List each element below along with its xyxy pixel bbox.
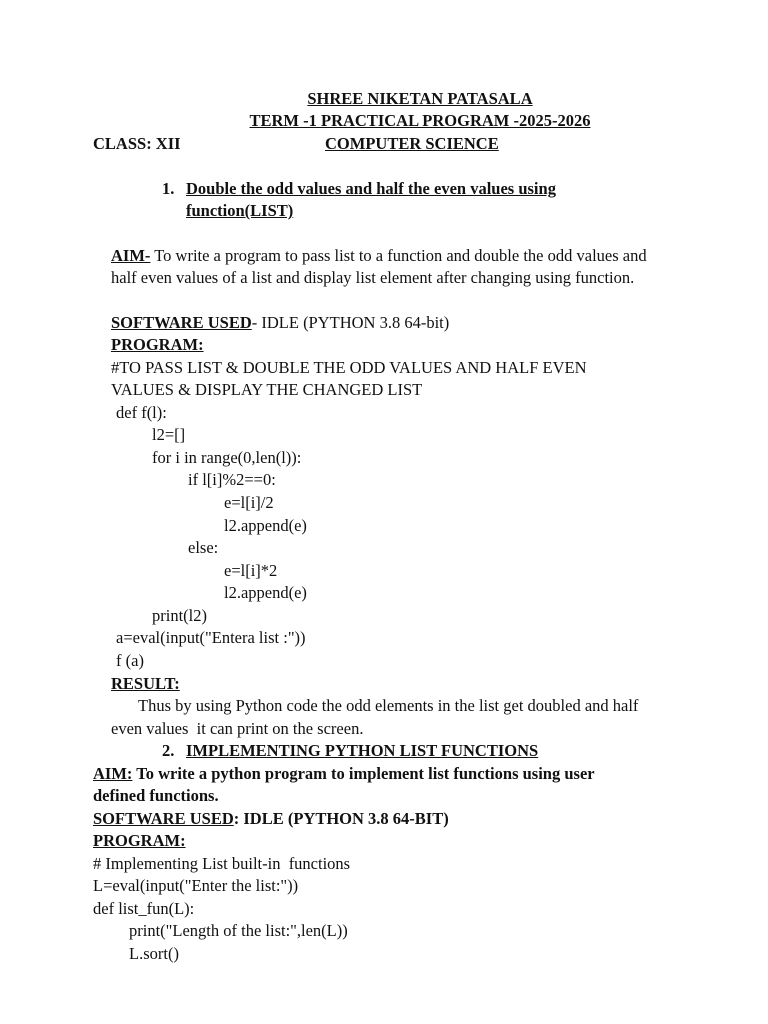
code-line: VALUES & DISPLAY THE CHANGED LIST (111, 380, 423, 399)
school-name: SHREE NIKETAN PATASALA (307, 89, 533, 108)
code-line: l2.append(e) (224, 516, 307, 535)
program2-program-label: PROGRAM: (93, 831, 186, 850)
program1-result-line2: even values it can print on the screen. (111, 719, 364, 738)
code-line: L.sort() (129, 944, 179, 963)
code-line: a=eval(input("Entera list :")) (116, 628, 306, 647)
program2-aim (93, 763, 595, 785)
program1-aim-label: AIM- (111, 246, 151, 265)
program1-aim-line2: half even values of a list and display list element after changing using function. (111, 268, 635, 287)
class-label: CLASS: XII (93, 134, 181, 153)
code-line: e=l[i]/2 (224, 493, 274, 512)
program2-title: IMPLEMENTING PYTHON LIST FUNCTIONS (186, 741, 539, 760)
program2-aim-label: AIM: (93, 764, 133, 783)
program1-result-label: RESULT: (111, 674, 180, 693)
code-line: #TO PASS LIST & DOUBLE THE ODD VALUES AND HALF EVEN (111, 358, 587, 377)
program1-software (111, 312, 449, 334)
code-line: print("Length of the list:",len(L)) (129, 921, 348, 940)
program2-software-value: : IDLE (PYTHON 3.8 64-BIT) (233, 809, 449, 828)
term-title: TERM -1 PRACTICAL PROGRAM -2025-2026 (249, 111, 591, 130)
code-line: e=l[i]*2 (224, 561, 278, 580)
code-line: def f(l): (116, 403, 167, 422)
program2-number: 2. (162, 741, 175, 760)
program1-software-label: SOFTWARE USED (111, 313, 252, 332)
code-line: l2=[] (152, 425, 186, 444)
code-line: # Implementing List built-in functions (93, 854, 351, 873)
program2-aim-text: To write a python program to implement list functions using user (132, 764, 595, 783)
code-line: def list_fun(L): (93, 899, 195, 918)
program1-number: 1. (162, 179, 175, 198)
code-line: f (a) (116, 651, 144, 670)
program1-title-line2: function(LIST) (186, 201, 294, 220)
code-line: else: (188, 538, 219, 557)
program1-program-label: PROGRAM: (111, 335, 204, 354)
program2-software (93, 808, 449, 830)
code-line: L=eval(input("Enter the list:")) (93, 876, 299, 895)
code-line: if l[i]%2==0: (188, 470, 276, 489)
code-line: print(l2) (152, 606, 207, 625)
program1-result-line1: Thus by using Python code the odd elements in the list get doubled and half (138, 696, 639, 715)
program1-software-value: - IDLE (PYTHON 3.8 64-bit) (251, 313, 450, 332)
code-line: l2.append(e) (224, 583, 307, 602)
program1-aim (111, 245, 647, 267)
code-line: for i in range(0,len(l)): (152, 448, 302, 467)
program1-aim-text: To write a program to pass list to a function and double the odd values and (150, 246, 647, 265)
program1-title-line1: Double the odd values and half the even values using (186, 179, 556, 198)
program2-aim-line2: defined functions. (93, 786, 219, 805)
program2-software-label: SOFTWARE USED (93, 809, 234, 828)
subject-title: COMPUTER SCIENCE (325, 134, 499, 153)
